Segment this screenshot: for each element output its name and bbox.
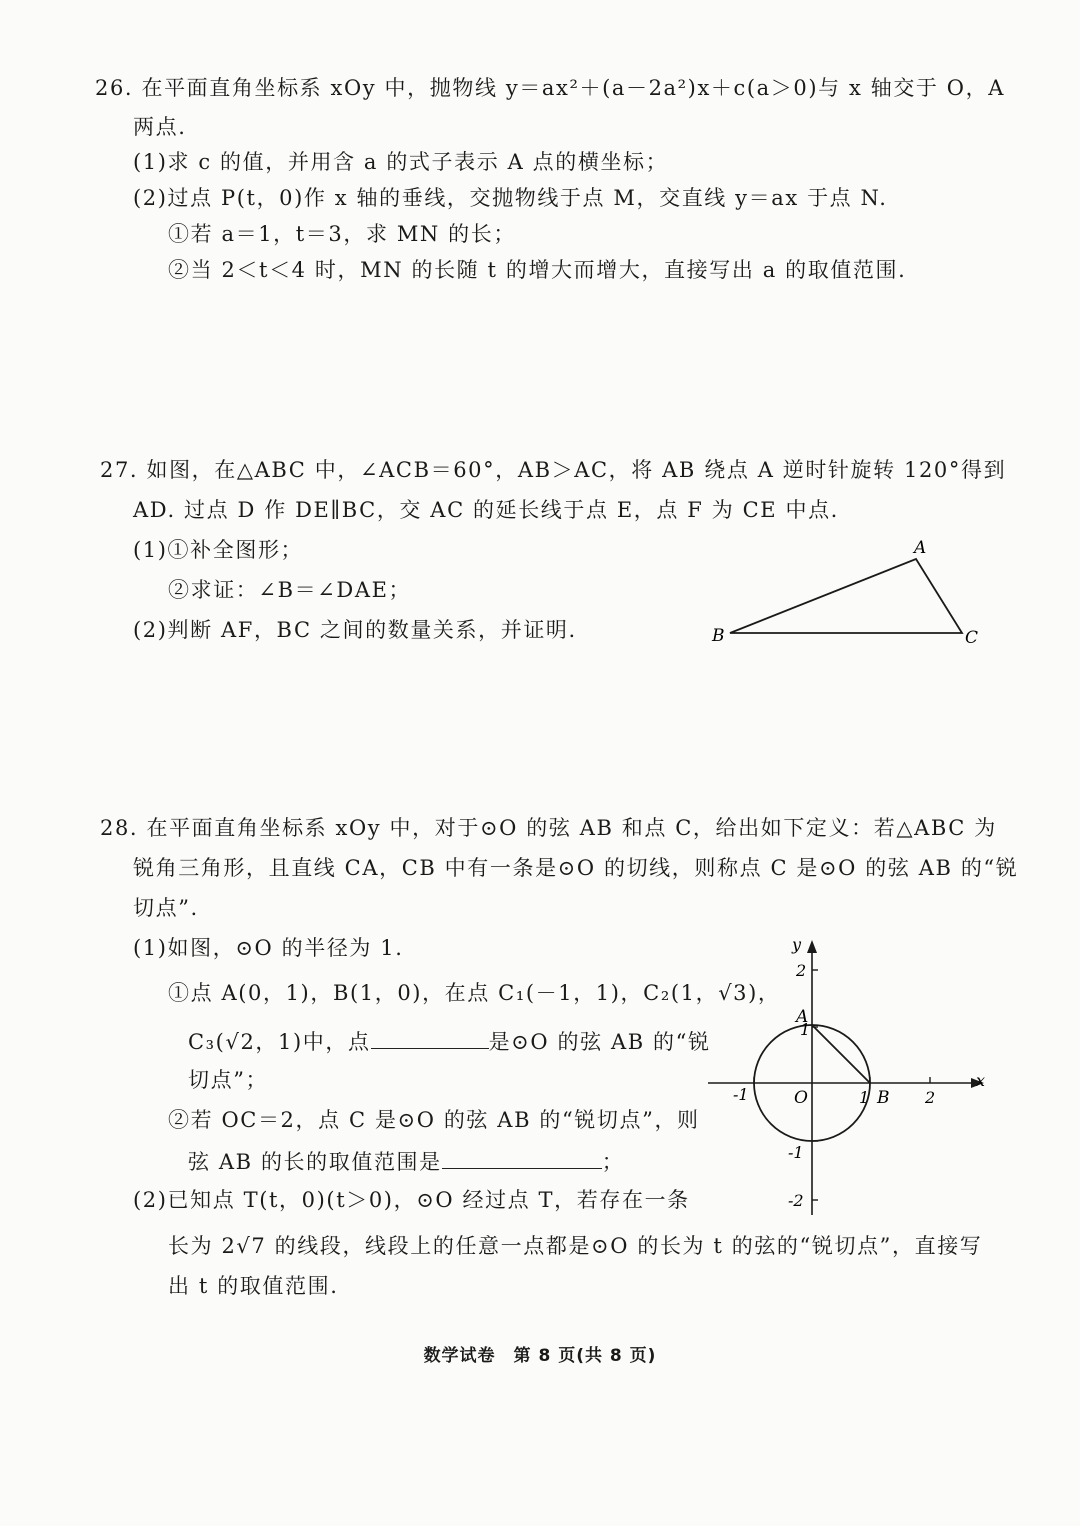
q27-triangle-figure <box>700 535 1000 645</box>
q28-line-2: 锐角三角形，且直线 CA，CB 中有一条是⊙O 的切线，则称点 C 是⊙O 的弦 AB 的“锐 <box>133 856 1019 880</box>
point-label-c: C <box>965 628 979 645</box>
q28-coordinate-figure <box>700 930 1000 1220</box>
page-footer: 数学试卷 第 8 页(共 8 页) <box>423 1346 657 1366</box>
answer-blank-2[interactable] <box>442 1150 602 1169</box>
q28-line-6-start: C₃(√2，1)中，点 <box>188 1030 371 1054</box>
q28-line-8: ②若 OC＝2，点 C 是⊙O 的弦 AB 的“锐切点”，则 <box>168 1108 700 1132</box>
q28-line-3: 切点”. <box>133 896 199 920</box>
point-label-a: A <box>796 1007 809 1027</box>
q26-line-3: (1)求 c 的值，并用含 a 的式子表示 A 点的横坐标； <box>133 150 669 174</box>
q28-line-9 <box>188 1150 624 1173</box>
q27-line-5: (2)判断 AF，BC 之间的数量关系，并证明. <box>133 618 577 642</box>
x-tick-label-1: 1 <box>859 1088 870 1107</box>
axis-label-y: y <box>792 935 802 954</box>
x-tick-label-neg1: -1 <box>733 1085 749 1104</box>
q28-line-6 <box>188 1030 711 1053</box>
q28-line-6-end: 是⊙O 的弦 AB 的“锐 <box>488 1030 711 1054</box>
q28-line-11: 长为 2√7 的线段，线段上的任意一点都是⊙O 的长为 t 的弦的“锐切点”，直接写 <box>168 1234 983 1258</box>
q28-line-9-end: ； <box>601 1150 625 1174</box>
q27-line-1: 27. 如图，在△ABC 中，∠ACB＝60°，AB＞AC，将 AB 绕点 A 逆时针旋转 120°得到 <box>100 458 1007 482</box>
y-tick-label-neg1: -1 <box>788 1143 804 1162</box>
q27-line-4: ②求证：∠B＝∠DAE； <box>168 578 412 602</box>
q28-line-7: 切点”； <box>188 1068 269 1092</box>
q26-line-2: 两点. <box>133 115 187 139</box>
origin-label: O <box>794 1088 808 1108</box>
q28-line-1: 28. 在平面直角坐标系 xOy 中，对于⊙O 的弦 AB 和点 C，给出如下定义：若△ABC 为 <box>100 816 997 840</box>
point-label-b: B <box>712 626 725 645</box>
point-label-b: B <box>877 1088 890 1108</box>
q28-line-5: ①点 A(0，1)，B(1，0)，在点 C₁(－1，1)，C₂(1，√3)， <box>168 981 781 1005</box>
y-axis-arrow-icon <box>807 940 817 953</box>
q28-line-9-start: 弦 AB 的长的取值范围是 <box>188 1150 442 1174</box>
triangle-abc <box>730 559 962 633</box>
q27-line-2: AD. 过点 D 作 DE∥BC，交 AC 的延长线于点 E，点 F 为 CE 中点. <box>133 498 839 522</box>
q26-line-4: (2)过点 P(t，0)作 x 轴的垂线，交抛物线于点 M，交直线 y＝ax 于点 N. <box>133 186 888 210</box>
y-tick-label-1: 1 <box>800 1020 811 1039</box>
y-tick-label-neg2: -2 <box>788 1191 804 1210</box>
q26-line-6: ②当 2＜t＜4 时，MN 的长随 t 的增大而增大，直接写出 a 的取值范围. <box>168 258 907 282</box>
q28-line-10: (2)已知点 T(t，0)(t＞0)，⊙O 经过点 T，若存在一条 <box>133 1188 690 1212</box>
y-tick-label-2: 2 <box>796 961 807 980</box>
q28-line-12: 出 t 的取值范围. <box>168 1274 339 1298</box>
x-tick-label-2: 2 <box>925 1088 936 1107</box>
point-label-a: A <box>914 538 927 558</box>
q27-line-3: (1)①补全图形； <box>133 538 304 562</box>
q28-line-4: (1)如图，⊙O 的半径为 1. <box>133 936 404 960</box>
q26-line-5: ①若 a＝1，t＝3，求 MN 的长； <box>168 222 516 246</box>
axis-label-x: x <box>976 1071 986 1090</box>
answer-blank-1[interactable] <box>371 1030 489 1049</box>
q26-line-1: 26. 在平面直角坐标系 xOy 中，抛物线 y＝ax²＋(a－2a²)x＋c(a＞0)与 x 轴交于 O，A <box>95 76 1005 100</box>
